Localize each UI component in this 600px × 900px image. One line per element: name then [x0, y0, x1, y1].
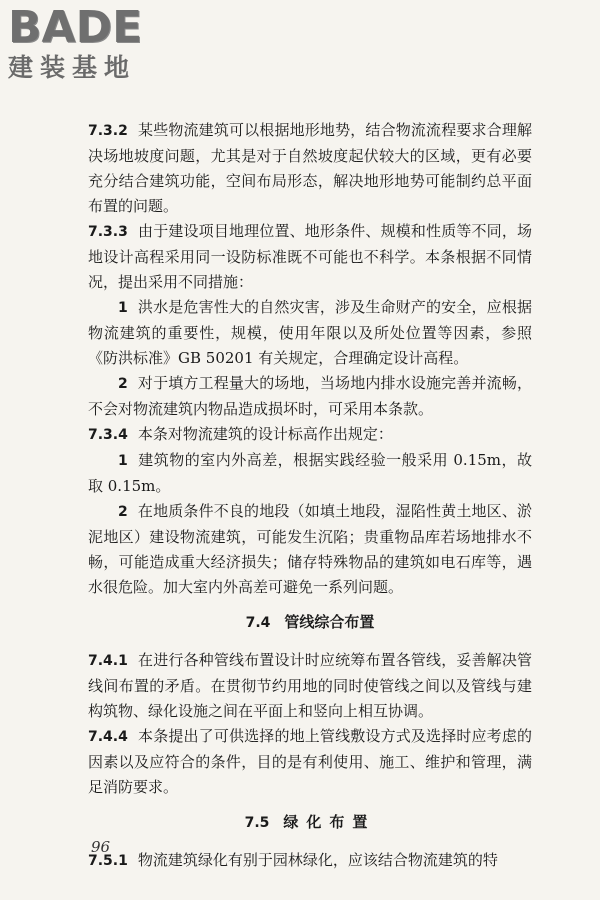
item-text: 建筑物的室内外高差，根据实践经验一般采用 0.15m，故取 0.15m。	[88, 451, 532, 495]
clause-7-3-4-item-2	[88, 499, 532, 600]
clause-text: 本条对物流建筑的设计标高作出规定：	[137, 425, 393, 443]
clause-7-3-3-item-1	[88, 295, 532, 371]
item-text: 洪水是危害性大的自然灾害，涉及生命财产的安全，应根据物流建筑的重要性，规模，使用年限以及所处位置等因素，参照《防洪标准》GB 50201 有关规定，合理确定设计高程。	[88, 298, 532, 367]
logo-mark	[8, 4, 178, 52]
clause-text: 本条提出了可供选择的地上管线敷设方式及选择时应考虑的因素以及应符合的条件，目的是有利使用、施工、维护和管理，满足消防要求。	[88, 727, 532, 796]
section-title: 管线综合布置	[284, 613, 375, 631]
clause-text: 某些物流建筑可以根据地形地势，结合物流流程要求合理解决场地坡度问题，尤其是对于自然坡度起伏较大的区域，更有必要充分结合建筑功能，空间布局形态，解决地形地势可能制约总平面布置的问题。	[88, 121, 532, 215]
section-heading-7-4	[88, 610, 532, 636]
item-number: 2	[118, 504, 128, 520]
item-number: 1	[118, 453, 128, 469]
item-text: 对于填方工程量大的场地，当场地内排水设施完善并流畅，不会对物流建筑内物品造成损坏时，可采用本条款。	[88, 374, 532, 418]
clause-text: 物流建筑绿化有别于园林绿化，应该结合物流建筑的特	[137, 851, 498, 869]
clause-7-4-4	[88, 724, 532, 800]
clause-7-3-3-item-2	[88, 371, 532, 422]
clause-number: 7.3.2	[88, 123, 128, 139]
page-number: 96	[91, 838, 111, 856]
section-number: 7.5	[244, 815, 270, 831]
clause-7-5-1	[88, 848, 532, 874]
clause-number: 7.4.1	[88, 653, 128, 669]
logo-brand-text: BADE	[8, 2, 143, 53]
item-text: 在地质条件不良的地段（如填土地段，湿陷性黄土地区、淤泥地区）建设物流建筑，可能发生沉陷；贵重物品库若场地排水不畅，可能造成重大经济损失；储存特殊物品的建筑如电石库等，遇水很危险。加大室内外高差可避免一系列问题。	[88, 502, 532, 596]
item-number: 1	[118, 300, 128, 316]
clause-7-3-2	[88, 118, 532, 219]
clause-7-3-3	[88, 219, 532, 295]
clause-number: 7.3.3	[88, 224, 128, 240]
section-heading-7-5	[88, 810, 532, 836]
clause-number: 7.5.1	[88, 853, 128, 869]
section-title: 绿化布置	[283, 813, 376, 831]
clause-number: 7.3.4	[88, 427, 128, 443]
clause-text: 在进行各种管线布置设计时应统筹布置各管线，妥善解决管线间布置的矛盾。在贯彻节约用地的同时使管线之间以及管线与建构筑物、绿化设施之间在平面上和竖向上相互协调。	[88, 651, 532, 720]
logo-subtitle: 建装基地	[8, 53, 137, 82]
document-body	[88, 118, 532, 874]
item-number: 2	[118, 376, 128, 392]
clause-7-3-4	[88, 422, 532, 448]
clause-7-4-1	[88, 648, 532, 724]
clause-text: 由于建设项目地理位置、地形条件、规模和性质等不同，场地设计高程采用同一设防标准既不可能也不科学。本条根据不同情况，提出采用不同措施：	[88, 222, 532, 291]
clause-number: 7.4.4	[88, 729, 128, 745]
section-number: 7.4	[245, 615, 271, 631]
logo	[8, 4, 178, 84]
clause-7-3-4-item-1	[88, 448, 532, 499]
